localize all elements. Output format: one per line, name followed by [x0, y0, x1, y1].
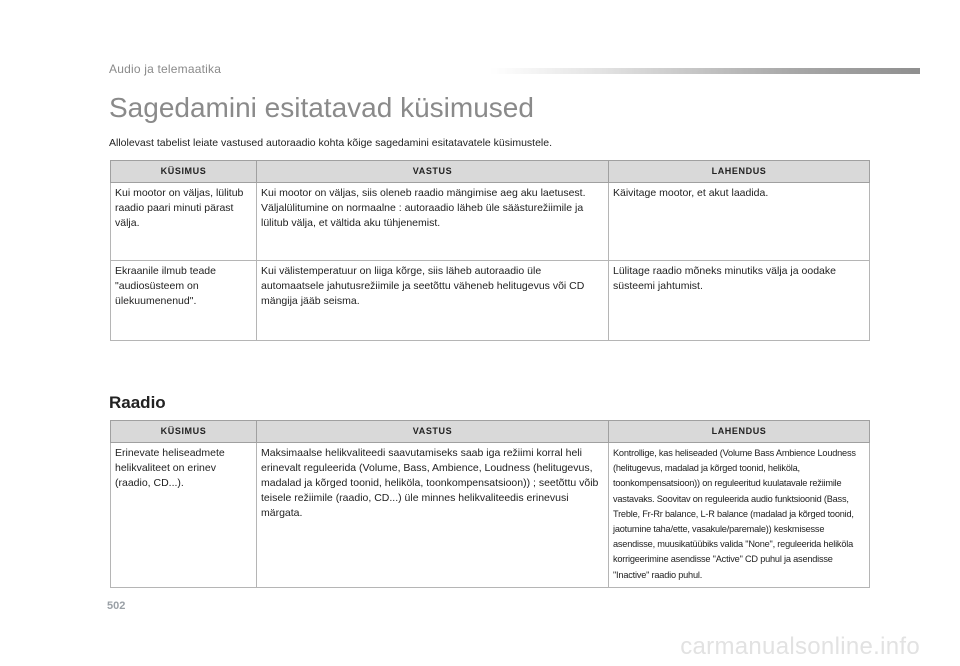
question-cell: Erinevate heliseadmete helikvaliteet on erinev (raadio, CD...). — [111, 443, 257, 588]
page-number: 502 — [107, 600, 126, 612]
answer-cell — [257, 261, 609, 341]
table-header-row — [111, 421, 870, 443]
table-row — [111, 443, 870, 588]
column-header-question: KÜSIMUS — [111, 161, 257, 183]
answer-cell — [257, 443, 609, 588]
intro-text: Allolevast tabelist leiate vastused autoraadio kohta kõige sagedamini esitatavatele küsimustele. — [109, 137, 553, 149]
answer-line: Väljalülitumine on normaalne : autoraadio läheb üle säästurežiimile ja lülitub välja, et vältida aku tühjenemist. — [261, 202, 584, 229]
column-header-solution: LAHENDUS — [609, 421, 870, 443]
answer-cell — [257, 183, 609, 261]
column-header-answer: VASTUS — [257, 421, 609, 443]
solution-cell: Lülitage raadio mõneks minutiks välja ja oodake süsteemi jahtumist. — [609, 261, 870, 341]
question-cell: Ekraanile ilmub teade "audiosüsteem on ülekuumenenud". — [111, 261, 257, 341]
solution-cell: Käivitage mootor, et akut laadida. — [609, 183, 870, 261]
column-header-solution: LAHENDUS — [609, 161, 870, 183]
answer-line: Maksimaalse helikvaliteedi saavutamiseks saab iga režiimi korral heli erinevalt reguleerida (Volume, Bass, Ambience, Loudness (helitugevus, madalad ja kõrged toonid, heliköla, toonkompensatsioon)) ; seetõttu võib teisele režiimile (raadio, CD...) üle minnes helikvaliteedis erinevusi märgata. — [261, 447, 599, 519]
table-row — [111, 183, 870, 261]
page-title: Sagedamini esitatavad küsimused — [109, 92, 534, 123]
question-cell: Kui mootor on väljas, lülitub raadio paari minuti pärast välja. — [111, 183, 257, 261]
answer-line: Kui välistemperatuur on liiga kõrge, siis läheb autoraadio üle automaatsele jahutusrežiimile ja seetõttu väheneb helitugevus või CD mängija jääb seisma. — [261, 265, 585, 307]
watermark-text: carmanualsonline.info — [680, 633, 920, 660]
faq-table-general — [110, 160, 870, 341]
table-row — [111, 261, 870, 341]
column-header-answer: VASTUS — [257, 161, 609, 183]
header-gradient-bar — [490, 68, 920, 74]
chapter-title: Audio ja telemaatika — [109, 62, 222, 76]
column-header-question: KÜSIMUS — [111, 421, 257, 443]
solution-cell: Kontrollige, kas heliseaded (Volume Bass Ambience Loudness (helitugevus, madalad ja kõrged toonid, heliköla, toonkompensatsioon)) on reguleeritud kuulatavale režiimile vastavaks. Soovitav on reguleerida audio funktsioonid (Bass, Treble, Fr-Rr balance, L-R balance (madalad ja kõrged toonid, jaotumine taha/ette, vasakule/paremale)) keskmisesse asendisse, muusikatüübiks valida "None", reguleerida heliköla korrigeerimine asendisse "Active" CD puhul ja asendisse "Inactive" raadio puhul. — [609, 443, 870, 588]
section-title-radio: Raadio — [109, 393, 166, 412]
answer-line: Kui mootor on väljas, siis oleneb raadio mängimise aeg aku laetusest. — [261, 187, 586, 199]
faq-table-radio — [110, 420, 870, 588]
table-header-row — [111, 161, 870, 183]
